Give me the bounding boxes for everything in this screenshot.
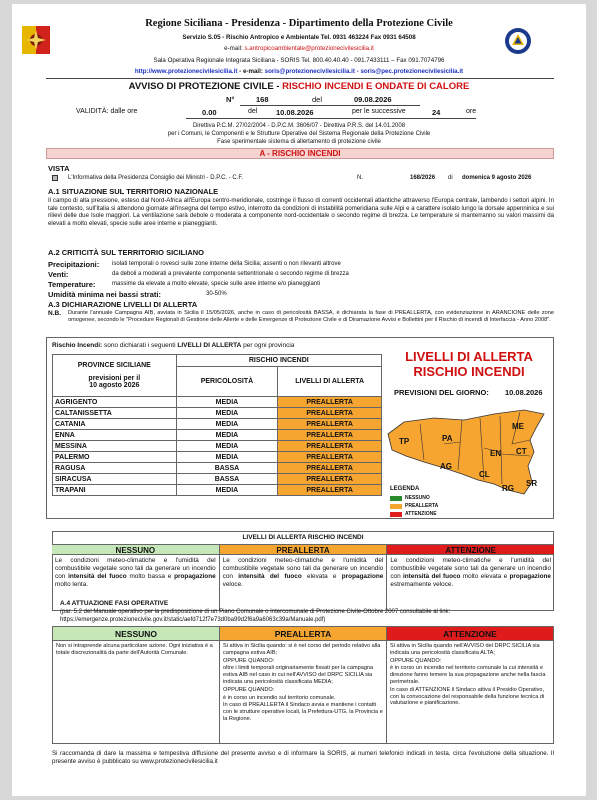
legend-title: LEGENDA (390, 486, 420, 492)
col-header-pericolosita: PERICOLOSITÀ (176, 367, 278, 397)
document-page: Regione Siciliana - Presidenza - Dipartimento della Protezione Civile Servizio S.05 - Rischio Antropico e Ambientale Tel. 0931 463224 Fax 0931 64508 e-mail: s.antropicoambientale@protezionecivilesicilia.it Sala Operativa Regionale Integrata Siciliana - SORIS Tel. 800.40.40.40 - 091.7433111 – Fax 091.7074796 http://www.protezionecivilesicilia.it - e-mail: soris@protezionecivilesicilia.it - soris@pec.protezionecivilesicilia.it AVVISO DI PROTEZIONE CIVILE - RISCHIO INCENDI E ONDATE DI CALORE N° 168 del 09.08.2026 VALIDITÀ: dalle ore 0.00 del 10.08.2026 per le successive 24 ore Direttiva P.C.M. 27/02/2004 - D.P.C.M. 3606/07 - Direttiva P.R.S. del 14.01.2008 per i Comuni, le Componenti e le Strutture Operative del Sistema Regionale della Protezione Civile Fase sperimentale sistema di allertamento di protezione civile A - RISCHIO INCENDI VISTA L'Informativa della Presidenza Consiglio dei Ministri - D.P.C. - C.F. N. 168/2026 di domenica 9 agosto 2026 A.1 SITUAZIONE SUL TERRITORIO NAZIONALE Il campo di alta pressione, esteso dal Nord-Africa all'Europa centro-meridionale, costringe il flusso di correnti occidentali atlantiche attraverso l'Europa centrale, lambendo i settori alpini. In tale contesto, sull'Italia si attendono giornate all'insegna del tempo estivo, interrotto da condizioni di instabilità pomeridiana sulle Alpi e a carattere isolato lungo la dorsale appenninica e sui rilievi delle due Isole maggiori. La ventilazione sarà debole o moderata a componente nord-occidentale o secondo regime di brezza. Le temperature si manterranno su valori massimi da elevati a molto elevati, specie sulle aree interne e pianeggianti. A.2 CRITICITÀ SUL TERRITORIO SICILIANO Precipitazioni: isolati temporali o rovesci sulle zone interne della Sicilia; assenti o non rilevanti altrove Venti: da deboli a moderati a prevalente componente settentrionale o secondo regime di brezza Temperature: massime da elevate a molto elevate, specie sulle aree interne e/o pianeggianti Umidità minima nei bassi strati: 30-50% A.3 DICHIARAZIONE LIVELLI DI ALLERTA N.B. Durante l'annuale Campagna AIB, avviata in Sicilia il 15/05/2026, anche in caso di pericolosità BASSA, è dichiarata la fase di PREALLERTA, con evidenziazione in ARANCIONE delle zone omogenee, secondo le "Procedure Regionali di Gestione delle Allerte e delle Emergenze di Protezione Civile e di Diramazione Avvisi e Bollettini per il Rischio di incendi di Interfaccia - Anno 2008". Rischio Incendi: sono dichiarati i seguenti LIVELLI DI ALLERTA per ogni provincia PROVINCE SICILIANE previsioni per il 10 agosto 2026 RISCHIO INCENDI PERICOLOSITÀ LIVELLI DI ALLERTA AGRIGENTO MEDIA PREALLERTA CALTANISSETTA MEDIA PREALLERTA CATANIA MEDIA PREALLERTA ENNA MEDIA PREALLERTA MESSINA MEDIA PREALLERTA PALERMO MEDIA PREALLERTA RAGUSA BASSA PREALLERTA SIRACUSA BASSA PREALLERTA TRAPANI MEDIA PREALLERTA LIVELLI DI ALLERTA RISCHIO INCENDI PREVISIONI DEL GIORNO: 10.08.2026 TP PA ME AG CL EN CT RG SR LEGENDA NESSUNO PREALLERTA ATTENZIONE LIVELLI DI ALLERTA RISCHIO INCENDI NESSUNO Le condizioni meteo-climatiche e l'umidità del combustibile vegetale sono tali da generare un incendio con intensità del fuoco molto bassa e propagazione molto lenta. PREALLERTA Le condizioni meteo-climatiche e l'umidità del combustibile vegetale sono tali da generare un incendio con intensità del fuoco elevata e propagazione veloce. ATTENZIONE Le condizioni meteo-climatiche e l'umidità del combustibile vegetale sono tali da generare un incendio con intensità del fuoco molto elevata e propagazione estremamente veloce. A.4 ATTUAZIONE FASI OPERATIVE (par. 5.2 del Manuale operativo per la predisposizione di un Piano Comunale o Intercomunale di Protezione Civile-Ottobre 2007 consultabile al link: https://emergenze.protezionecivile.gov.it/static/aefd712f7e73d0ba99d2f6a9a6063c39a/Manuale.pdf) NESSUNO Non si intraprende alcuna particolare azione. Ogni iniziativa è a totale discrezionalità da parte dell'Autorità Comunale. PREALLERTA Si attiva in Sicilia quando: si è nel corso del periodo relativo alla campagna estiva AIB; OPPURE QUANDO: oltre i limiti temporali originariamente fissati per la campagna estiva AIB nel caso in cui nell'AVVISO del DRPC SICILIA sia indicata una pericolosità classificata MEDIA; OPPURE QUANDO: è in corso un incendio sul territorio comunale. In caso di PREALLERTA il Sindaco avvia e mantiene i contatti con le strutture operative locali, la Prefettura-UTG, la Provincia e la Regione. ATTENZIONE Si attiva in Sicilia quando nell'AVVISO del DRPC SICILIA sia indicata una pericolosità classificata ALTA; OPPURE QUANDO: è in corso un incendio nel territorio comunale la cui intensità e direzione fanno temere la sua propagazione anche nella fascia perimetrale. In caso di ATTENZIONE il Sindaco attiva il Presidio Operativo, con la convocazione del responsabile della funzione tecnica di valutazione e pianificazione. Si raccomanda di dare la massima e tempestiva diffusione del presente avviso e di informare la SORIS, ai numeri telefonici indicati in testa, circa l'evoluzione della situazione. Il presente avviso è pubblicato su www.protezionecivilesicilia.it (12, 4, 586, 796)
table-row (53, 397, 382, 408)
map-prev: PREVISIONI DEL GIORNO: 10.08.2026 (394, 388, 543, 397)
divider (186, 118, 476, 119)
validita-ore: 0.00 (202, 108, 217, 117)
col-header-livelli: LIVELLI DI ALLERTA (278, 367, 382, 397)
province-name: TRAPANI (53, 485, 177, 496)
phase-text: Non si intraprende alcuna particolare azione. Ogni iniziativa è a totale discrezionalità da parte dell'Autorità Comunale. (56, 643, 213, 656)
header-title: Regione Siciliana - Presidenza - Dipartimento della Protezione Civile (145, 18, 453, 29)
divider (240, 105, 420, 106)
table-row (53, 474, 382, 485)
vista-checkbox[interactable] (52, 175, 58, 181)
province-name: SIRACUSA (53, 474, 177, 485)
phase-head: NESSUNO (53, 627, 219, 641)
phases-table (52, 626, 554, 744)
validita-hours: 24 (432, 108, 441, 117)
soris-email-link[interactable]: soris@protezionecivilesicilia.it (264, 68, 355, 75)
header-servizio: Servizio S.05 - Rischio Antropico e Ambientale Tel. 0931 463224 Fax 0931 64508 (182, 34, 416, 41)
map-label-pa: PA (442, 434, 453, 443)
divider (46, 78, 554, 79)
legend-item: NESSUNO (390, 494, 438, 502)
map-label-sr: SR (526, 479, 538, 488)
a1-title: A.1 SITUAZIONE SUL TERRITORIO NAZIONALE (48, 187, 219, 196)
livello-text: Le condizioni meteo-climatiche e l'umidità del combustibile vegetale sono tali da generare un incendio con intensità del fuoco elevata e propagazione veloce. (222, 557, 384, 588)
livello-head: PREALLERTA (220, 544, 387, 555)
province-pericolosita: MEDIA (176, 408, 278, 419)
phase-text: Si attiva in Sicilia quando: si è nel corso del periodo relativo alla campagna estiva AIB; OPPURE QUANDO: oltre i limiti temporali originariamente fissati per la campagna estiva AIB nel caso in cui nell'AVVISO del DRPC SICILIA sia indicata una pericolosità classificata MEDIA; OPPURE QUANDO: è in corso un incendio sul territorio comunale. In caso di PREALLERTA il Sindaco avvia e mantiene i contatti con le strutture operative locali, la Prefettura-UTG, la Provincia e la Regione. (223, 643, 383, 722)
province-pericolosita: MEDIA (176, 441, 278, 452)
map-label-ag: AG (440, 462, 452, 471)
phase-text: Si attiva in Sicilia quando nell'AVVISO del DRPC SICILIA sia indicata una pericolosità classificata ALTA; OPPURE QUANDO: è in corso un incendio nel territorio comunale la cui intensità e direzione fanno temere la sua propagazione anche nella fascia perimetrale. In caso di ATTENZIONE il Sindaco attiva il Presidio Operativo, con la convocazione del responsabile della funzione tecnica di valutazione e pianificazione. (390, 643, 546, 707)
province-pericolosita: MEDIA (176, 430, 278, 441)
vista-date: domenica 9 agosto 2026 (462, 175, 532, 181)
province-level: PREALLERTA (278, 463, 382, 474)
col-header-province: PROVINCE SICILIANE previsioni per il 10 agosto 2026 (53, 355, 177, 397)
province-level: PREALLERTA (278, 408, 382, 419)
province-name: CATANIA (53, 419, 177, 430)
map-label-en: EN (490, 449, 502, 458)
a3-title: A.3 DICHIARAZIONE LIVELLI DI ALLERTA (48, 300, 198, 309)
province-name: MESSINA (53, 441, 177, 452)
phase-head: PREALLERTA (220, 627, 386, 641)
legend-swatch (390, 496, 402, 501)
legend (390, 494, 438, 518)
direttiva-line-2: per i Comuni, le Componenti e le Strutture Operative del Sistema Regionale della Protezione Civile (167, 131, 431, 137)
province-level: PREALLERTA (278, 485, 382, 496)
map-label-cl: CL (479, 470, 490, 479)
province-pericolosita: BASSA (176, 463, 278, 474)
website-link[interactable]: http://www.protezionecivilesicilia.it (134, 68, 238, 75)
province-level: PREALLERTA (278, 419, 382, 430)
a1-text: Il campo di alta pressione, esteso dal Nord-Africa all'Europa centro-meridionale, costringe il flusso di correnti occidentali atlantiche attraverso l'Europa centrale, lambendo i settori alpini. In tale contesto, sull'Italia si attendono giornate all'insegna del tempo estivo, interrotto da condizioni di instabilità pomeridiana sulle Alpi e a carattere isolato lungo la dorsale appenninica e sui rilievi delle due Isole maggiori. La ventilazione sarà debole o moderata a componente nord-occidentale o secondo regime di brezza. Le temperature si manterranno su valori massimi da elevati a molto elevati, specie sulle aree interne e pianeggianti. (48, 197, 554, 227)
a2-title: A.2 CRITICITÀ SUL TERRITORIO SICILIANO (48, 248, 204, 257)
livello-text: Le condizioni meteo-climatiche e l'umidità del combustibile vegetale sono tali da generare un incendio con intensità del fuoco molto bassa e propagazione molto lenta. (55, 557, 216, 588)
validita-date: 10.08.2026 (276, 108, 314, 117)
province-level: PREALLERTA (278, 452, 382, 463)
a4-manual-link[interactable]: https://emergenze.protezionecivile.gov.it/static/aefd712f7e73d0ba99d2f6a9a6063c39a/Manuale.pdf) (60, 617, 326, 623)
phase-column (53, 627, 220, 743)
province-level: PREALLERTA (278, 441, 382, 452)
province-table (52, 354, 382, 496)
avviso-title: AVVISO DI PROTEZIONE CIVILE - RISCHIO INCENDI E ONDATE DI CALORE (128, 81, 470, 92)
col-header-rischio: RISCHIO INCENDI (176, 355, 381, 367)
direttiva-line-1: Direttiva P.C.M. 27/02/2004 - D.P.C.M. 3606/07 - Direttiva P.R.S. del 14.01.2008 (192, 123, 406, 129)
table-row (53, 441, 382, 452)
legend-item: ATTENZIONE (390, 510, 438, 518)
livello-text: Le condizioni meteo-climatiche e l'umidità del combustibile vegetale sono tali da generare un incendio con intensità del fuoco molto elevata e propagazione estremamente veloce. (390, 557, 552, 588)
email-link[interactable]: s.antropicoambientale@protezionecivilesicilia.it (244, 45, 374, 52)
vista-number: 168/2026 (410, 175, 436, 181)
province-name: AGRIGENTO (53, 397, 177, 408)
province-level: PREALLERTA (278, 397, 382, 408)
header-web-line: http://www.protezionecivilesicilia.it - e-mail: soris@protezionecivilesicilia.it - soris@pec.protezionecivilesicilia.it (134, 68, 464, 75)
table-row (53, 430, 382, 441)
legend-swatch (390, 512, 402, 517)
table-row (53, 463, 382, 474)
map-title: LIVELLI DI ALLERTA RISCHIO INCENDI (405, 349, 533, 379)
section-a-header: A - RISCHIO INCENDI (46, 148, 554, 159)
table-row (53, 419, 382, 430)
livelli-title: LIVELLI DI ALLERTA RISCHIO INCENDI (242, 534, 364, 541)
livello-head: NESSUNO (52, 544, 219, 555)
map-label-rg: RG (502, 484, 514, 493)
phase-head: ATTENZIONE (387, 627, 553, 641)
map-label-tp: TP (399, 437, 410, 446)
a4-title: A.4 ATTUAZIONE FASI OPERATIVE (60, 600, 169, 607)
livello-column (220, 544, 388, 611)
table-row (53, 452, 382, 463)
province-name: CALTANISSETTA (53, 408, 177, 419)
livello-column (387, 544, 554, 611)
phase-column (220, 627, 387, 743)
table-row (53, 485, 382, 496)
legend-item: PREALLERTA (390, 502, 438, 510)
footer-note: Si raccomanda di dare la massima e tempestiva diffusione del presente avviso e di informare la SORIS, ai numeri telefonici indicati in testa, circa l'evoluzione della situazione. Il presente avviso è pubblicato su www.protezionecivilesicilia.it (52, 750, 554, 765)
province-pericolosita: MEDIA (176, 452, 278, 463)
province-level: PREALLERTA (278, 474, 382, 485)
pec-email-link[interactable]: - soris@pec.protezionecivilesicilia.it (356, 68, 464, 75)
a3-nb-text: Durante l'annuale Campagna AIB, avviata in Sicilia il 15/05/2026, anche in caso di pericolosità BASSA, è dichiarata la fase di PREALLERTA, con evidenziazione in ARANCIONE delle zone omogenee, secondo le "Procedure Regionali di Gestione delle Allerte e delle Emergenze di Protezione Civile e di Diramazione Avvisi e Bollettini per il Rischio di incendi di Interfaccia - Anno 2008". (68, 310, 554, 323)
province-pericolosita: BASSA (176, 474, 278, 485)
livello-head: ATTENZIONE (387, 544, 554, 555)
province-name: RAGUSA (53, 463, 177, 474)
vista-text: L'Informativa della Presidenza Consiglio dei Ministri - D.P.C. - C.F. (68, 175, 244, 181)
map-label-me: ME (512, 422, 524, 431)
province-level: PREALLERTA (278, 430, 382, 441)
table-row (53, 408, 382, 419)
province-name: PALERMO (53, 452, 177, 463)
province-pericolosita: MEDIA (176, 485, 278, 496)
province-pericolosita: MEDIA (176, 397, 278, 408)
province-rows (53, 397, 382, 496)
direttiva-line-3: Fase sperimentale sistema di allertamento di protezione civile (217, 139, 381, 145)
map-label-ct: CT (516, 447, 527, 456)
legend-swatch (390, 504, 402, 509)
province-pericolosita: MEDIA (176, 419, 278, 430)
avviso-date: 09.08.2026 (354, 95, 392, 104)
rischio-intro: Rischio Incendi: sono dichiarati i seguenti LIVELLI DI ALLERTA per ogni provincia (52, 342, 295, 349)
province-name: ENNA (53, 430, 177, 441)
phase-column (387, 627, 553, 743)
avviso-number: 168 (256, 95, 269, 104)
a4-text: (par. 5.2 del Manuale operativo per la predisposizione di un Piano Comunale o Intercomunale di Protezione Civile-Ottobre 2007 consultabile al link: (60, 609, 451, 615)
header-soris: Sala Operativa Regionale Integrata Siciliana - SORIS Tel. 800.40.40.40 - 091.7433111 – Fax 091.7074796 (153, 57, 445, 64)
header-email-line: e-mail: s.antropicoambientale@protezionecivilesicilia.it (224, 45, 374, 52)
